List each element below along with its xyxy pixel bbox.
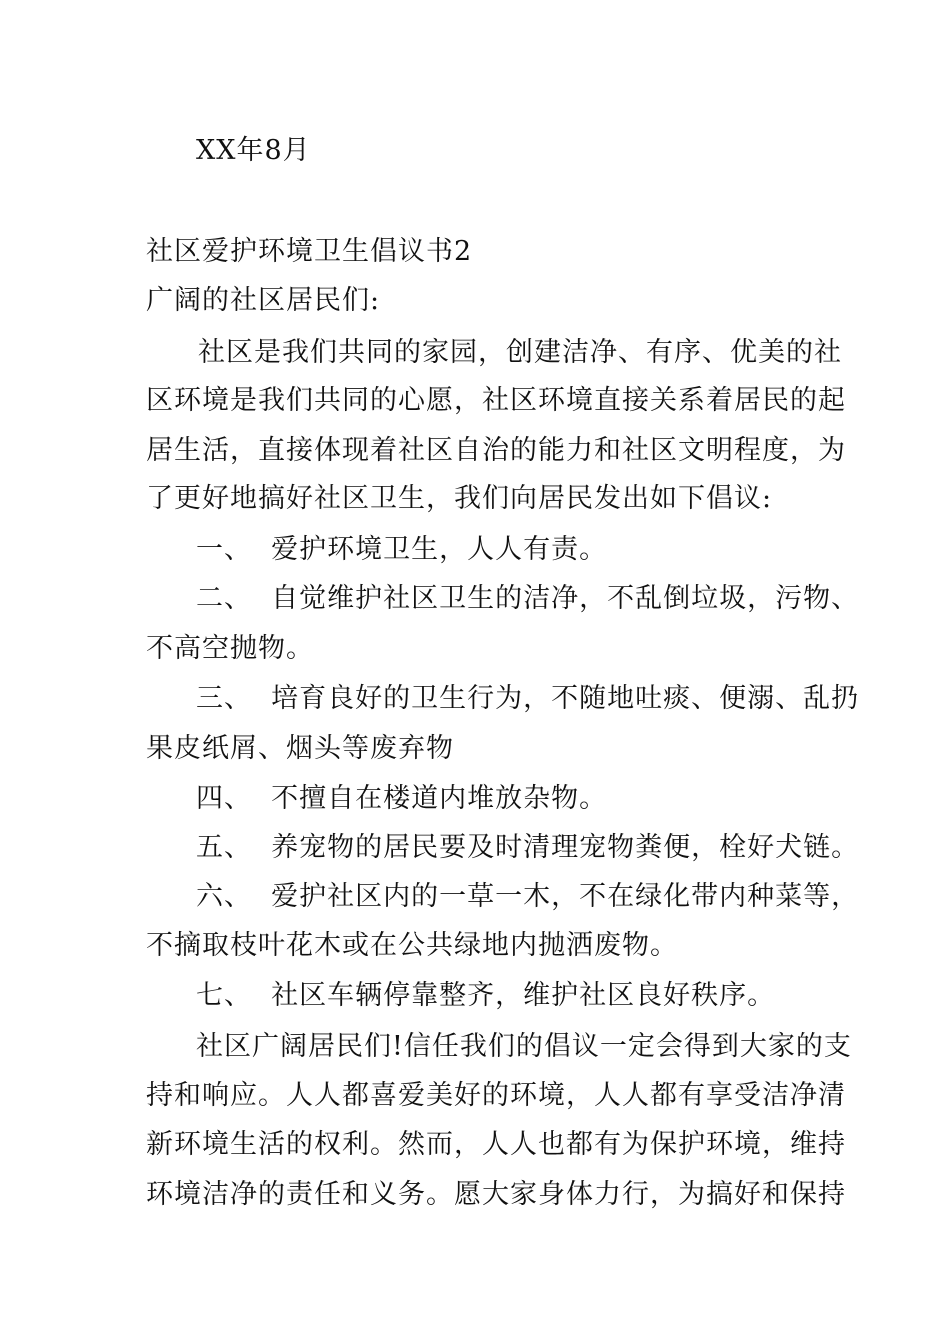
proposal-item-3: 三、 培育良好的卫生行为，不随地吐痰、便溺、乱扔 [196,683,860,714]
intro-paragraph-line: 居生活，直接体现着社区自治的能力和社区文明程度，为 [146,435,846,466]
intro-paragraph-line: 了更好地搞好社区卫生，我们向居民发出如下倡议: [146,483,773,514]
intro-paragraph-line: 区环境是我们共同的心愿，社区环境直接关系着居民的起 [146,385,846,416]
proposal-item-6: 六、 爱护社区内的一草一木，不在绿化带内种菜等， [196,881,860,912]
proposal-item-3-continued: 果皮纸屑、烟头等废弃物 [146,733,454,764]
proposal-item-6-continued: 不摘取枝叶花木或在公共绿地内抛洒废物。 [146,930,678,961]
document-greeting: 广阔的社区居民们: [146,285,381,316]
proposal-item-2-continued: 不高空抛物。 [146,633,314,664]
proposal-item-2: 二、 自觉维护社区卫生的洁净，不乱倒垃圾，污物、 [196,583,860,614]
document-title: 社区爱护环境卫生倡议书2 [146,236,473,267]
document-date: XX年8月 [196,135,311,166]
closing-paragraph-line: 社区广阔居民们!信任我们的倡议一定会得到大家的支 [196,1031,852,1062]
proposal-item-5: 五、 养宠物的居民要及时清理宠物粪便，栓好犬链。 [196,832,860,863]
closing-paragraph-line: 环境洁净的责任和义务。愿大家身体力行，为搞好和保持 [146,1179,846,1210]
intro-paragraph-line: 社区是我们共同的家园，创建洁净、有序、优美的社 [198,337,842,368]
proposal-item-1: 一、 爱护环境卫生，人人有责。 [196,534,608,565]
proposal-item-4: 四、 不擅自在楼道内堆放杂物。 [196,783,608,814]
closing-paragraph-line: 新环境生活的权利。然而，人人也都有为保护环境，维持 [146,1129,846,1160]
closing-paragraph-line: 持和响应。人人都喜爱美好的环境，人人都有享受洁净清 [146,1080,846,1111]
proposal-item-7: 七、 社区车辆停靠整齐，维护社区良好秩序。 [196,980,776,1011]
